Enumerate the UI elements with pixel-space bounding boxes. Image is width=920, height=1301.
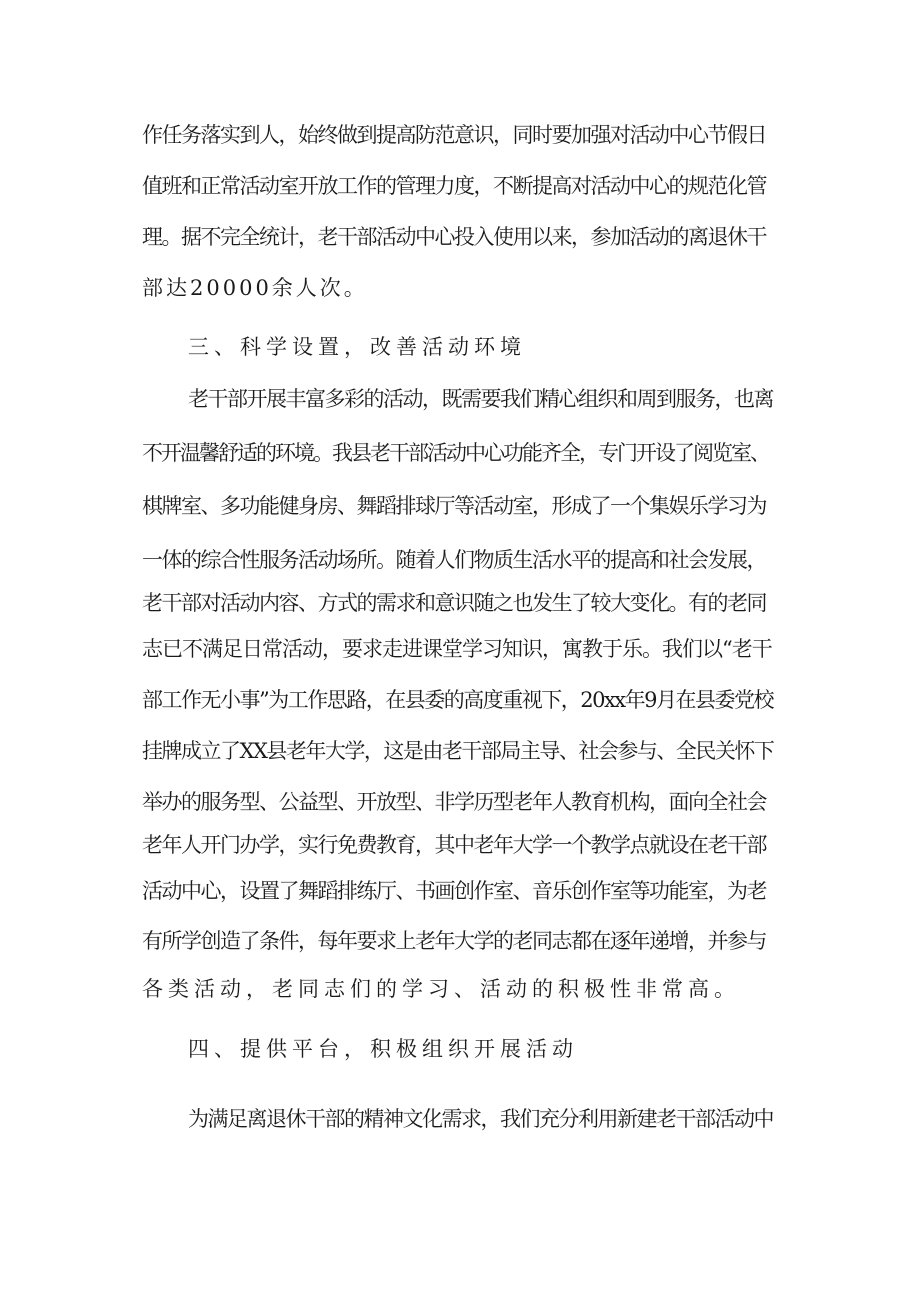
- paragraph-2-line-7: 部工作无小事”为工作思路，在县委的高度重视下，20xx年9月在县委党校: [142, 688, 774, 712]
- paragraph-2-line-2: 不开温馨舒适的环境。我县老干部活动中心功能齐全，专门开设了阅览室、: [142, 441, 769, 465]
- paragraph-2-line-3: 棋牌室、多功能健身房、舞蹈排球厅等活动室，形成了一个集娱乐学习为: [142, 494, 766, 518]
- section-heading-3: 三、科学设置，改善活动环境: [188, 335, 526, 359]
- paragraph-2-line-11: 活动中心，设置了舞蹈排练厅、书画创作室、音乐创作室等功能室，为老: [142, 879, 766, 903]
- paragraph-1-line-1: 作任务落实到人，始终做到提高防范意识，同时要加强对活动中心节假日: [142, 123, 766, 147]
- paragraph-3-line-1: 为满足离退休干部的精神文化需求，我们充分利用新建老干部活动中: [188, 1107, 773, 1131]
- paragraph-2-line-12: 有所学创造了条件，每年要求上老年大学的老同志都在逐年递增，并参与: [142, 929, 766, 953]
- paragraph-2-line-6: 志已不满足日常活动，要求走进课堂学习知识，寓教于乐。我们以“老干: [142, 637, 772, 661]
- paragraph-1-line-4: 部达20000余人次。: [142, 276, 368, 300]
- paragraph-1-line-2: 值班和正常活动室开放工作的管理力度，不断提高对活动中心的规范化管: [142, 174, 766, 198]
- paragraph-2-line-9: 举办的服务型、公益型、开放型、非学历型老年人教育机构，面向全社会: [142, 790, 766, 814]
- paragraph-2-line-10: 老年人开门办学，实行免费教育，其中老年大学一个教学点就设在老干部: [142, 833, 766, 857]
- paragraph-2-line-4: 一体的综合性服务活动场所。随着人们物质生活水平的提高和社会发展，: [142, 548, 766, 572]
- paragraph-2-line-5: 老干部对活动内容、方式的需求和意识随之也发生了较大变化。有的老同: [142, 591, 766, 615]
- section-heading-4: 四、提供平台，积极组织开展活动: [188, 1037, 578, 1061]
- paragraph-2-line-8: 挂牌成立了XX县老年大学，这是由老干部局主导、社会参与、全民关怀下: [142, 739, 774, 763]
- paragraph-1-line-3: 理。据不完全统计，老干部活动中心投入使用以来，参加活动的离退休干: [142, 225, 766, 249]
- paragraph-2-line-1: 老干部开展丰富多彩的活动，既需要我们精心组织和周到服务，也离: [188, 387, 773, 411]
- paragraph-2-line-13: 各类活动，老同志们的学习、活动的积极性非常高。: [142, 977, 740, 1001]
